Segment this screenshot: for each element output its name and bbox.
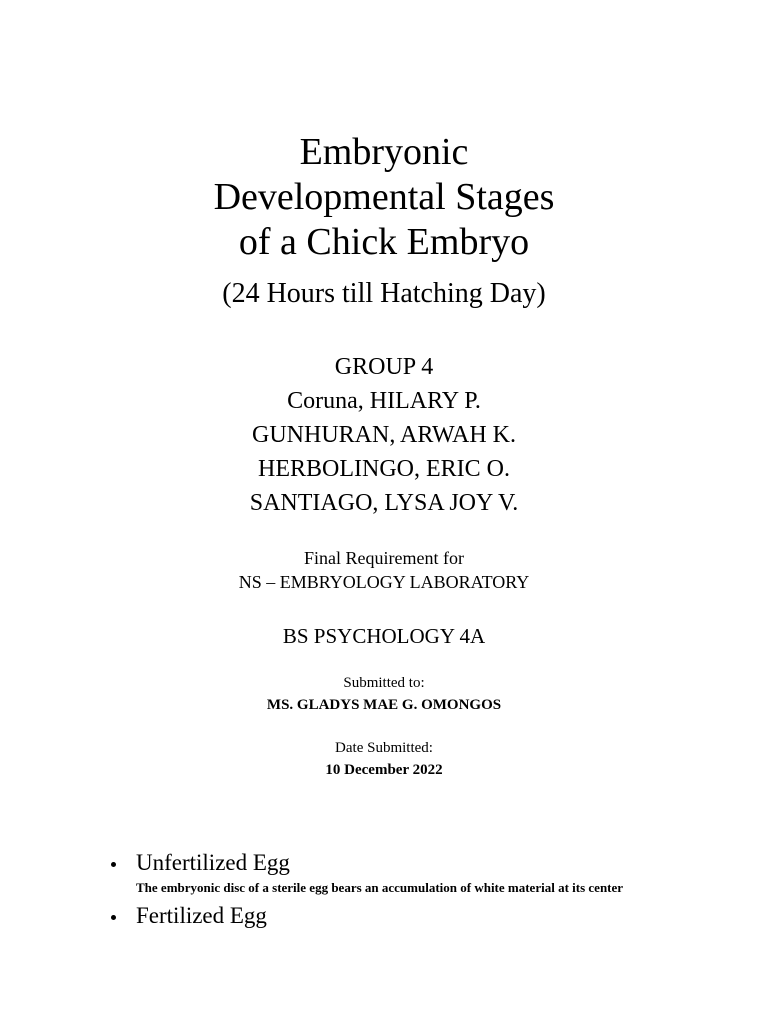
bullet-icon bbox=[111, 915, 116, 920]
submitted-to-name: MS. GLADYS MAE G. OMONGOS bbox=[266, 697, 502, 713]
group-name: GROUP 4 bbox=[334, 354, 434, 380]
document-title bbox=[0, 130, 768, 265]
title-line: Developmental Stages bbox=[213, 176, 555, 218]
submitted-to-label: Submitted to: bbox=[343, 675, 425, 691]
date-submitted-block bbox=[0, 737, 768, 781]
group-member: SANTIAGO, LYSA JOY V. bbox=[249, 490, 519, 516]
stage-list bbox=[108, 848, 708, 931]
title-line: of a Chick Embryo bbox=[238, 221, 530, 263]
requirement-line-1: Final Requirement for bbox=[304, 548, 464, 568]
title-line: Embryonic bbox=[299, 131, 469, 173]
list-item bbox=[108, 848, 708, 897]
document-subtitle: (24 Hours till Hatching Day) bbox=[222, 278, 546, 309]
group-member: HERBOLINGO, ERIC O. bbox=[258, 456, 510, 482]
requirement-block bbox=[0, 546, 768, 594]
group-member: Coruna, HILARY P. bbox=[287, 388, 481, 414]
requirement-line-2: NS – EMBRYOLOGY LABORATORY bbox=[238, 572, 530, 592]
list-item-description: The embryonic disc of a sterile egg bears an accumulation of white material at its center bbox=[136, 880, 624, 895]
bullet-icon bbox=[111, 862, 116, 867]
list-item bbox=[108, 901, 708, 931]
submitted-to-block bbox=[0, 672, 768, 716]
list-item-label: Unfertilized Egg bbox=[136, 850, 290, 875]
list-item-label: Fertilized Egg bbox=[136, 903, 267, 928]
group-members-block bbox=[0, 350, 768, 520]
group-member: GUNHURAN, ARWAH K. bbox=[251, 422, 516, 448]
date-submitted-label: Date Submitted: bbox=[335, 740, 433, 756]
course-name: BS PSYCHOLOGY 4A bbox=[282, 624, 486, 648]
date-submitted-value: 10 December 2022 bbox=[325, 762, 443, 778]
